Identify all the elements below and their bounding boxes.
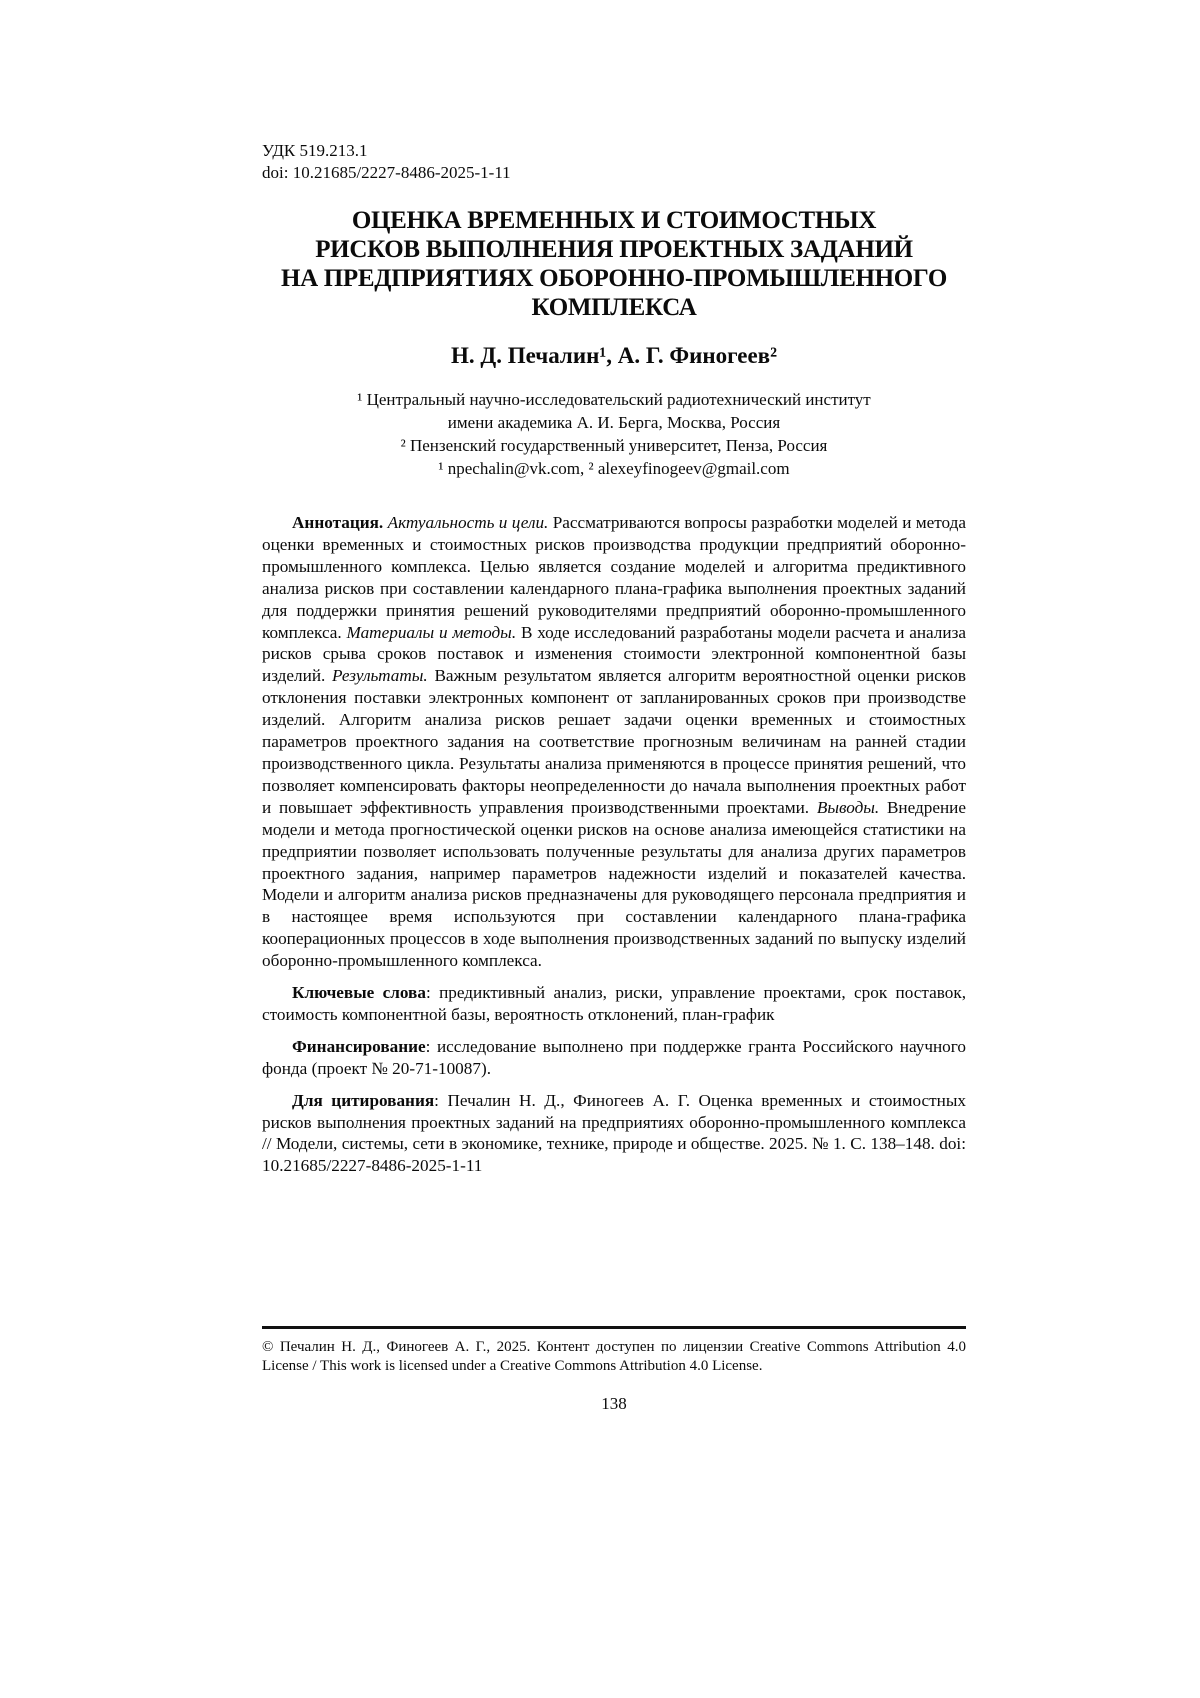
citation-text: : Печалин Н. Д., Финогеев А. Г. Оценка временных и стоимостных рисков выполнения проектных заданий на предприятиях оборонно-промышленного комплекса // Модели, системы, сети в экономике, технике, природе и обществе. 2025. № 1. С. 138–148. doi: 10.21685/2227-8486-2025-1-11 [262,1090,966,1176]
authors-emails: ¹ npechalin@vk.com, ² alexeyfinogeev@gmail.com [438,459,790,478]
front-matter-text [262,512,966,1177]
title-line: НА ПРЕДПРИЯТИЯХ ОБОРОННО-ПРОМЫШЛЕННОГО [280,265,948,292]
abstract-section-conclusions: Выводы. [816,797,887,817]
udc-line: УДК 519.213.1 [262,141,368,160]
abstract-section-relevance: Актуальность и цели. [387,513,553,532]
page-footer [262,1326,966,1414]
citation-paragraph [262,1090,966,1178]
keywords-paragraph [262,982,966,1026]
abstract-text: Рассматриваются вопросы разработки моделей и метода оценки временных и стоимостных рисков производства продукции предприятий оборонно-промышленного комплекса. Целью является создание моделей и алгоритма предиктивного анализа рисков при составлении календарного плана-графика выполнения проектных заданий для поддержки принятия решений руководителями предприятий оборонно-промышленного комплекса. [262,513,967,642]
abstract-section-results: Результаты. [332,666,435,686]
abstract-text: В ходе исследований разработаны модели расчета и анализа рисков срыва сроков поставок и изменения стоимости электронной компонентной базы изделий. [262,622,967,686]
article-first-page [262,140,966,1177]
article-title [262,206,966,322]
title-line: ОЦЕНКА ВРЕМЕННЫХ И СТОИМОСТНЫХ [351,207,877,234]
affiliations-block [262,388,966,480]
title-line: КОМПЛЕКСА [531,294,697,321]
funding-text: : исследование выполнено при поддержке гранта Российского научного фонда (проект № 20-71-10087). [262,1036,966,1078]
abstract-text: Внедрение модели и метода прогностической оценки рисков на основе анализа имеющейся статистики на предприятии позволяет использовать полученные результаты для анализа других параметров проектного задания, например параметров надежности изделий и показателей качества. Модели и алгоритм анализа рисков предназначены для руководящего персонала предприятия и в настоящее время используются при составлении календарного плана-графика кооперационных процессов в ходе выполнения производственных заданий по выпуску изделий оборонно-промышленного комплекса. [262,797,967,971]
affiliation-line: ¹ Центральный научно-исследовательский радиотехнический институт [357,390,871,409]
abstract-section-methods: Материалы и методы. [346,622,521,642]
keywords-label: Ключевые слова [292,983,426,1003]
title-line: РИСКОВ ВЫПОЛНЕНИЯ ПРОЕКТНЫХ ЗАДАНИЙ [315,236,913,263]
affiliation-line: имени академика А. И. Берга, Москва, Россия [447,413,781,432]
funding-paragraph [262,1036,966,1080]
article-meta [262,140,966,184]
copyright-notice: © Печалин Н. Д., Финогеев А. Г., 2025. Контент доступен по лицензии Creative Commons Attribution 4.0 License / This work is licensed under a Creative Commons Attribution 4.0 License. [262,1339,966,1374]
doi-line: doi: 10.21685/2227-8486-2025-1-11 [262,163,511,182]
page-number: 138 [601,1394,627,1413]
footer-divider [262,1326,966,1329]
citation-label: Для цитирования [292,1090,435,1110]
keywords-text: : предиктивный анализ, риски, управление проектами, срок поставок, стоимость компонентной базы, вероятность отклонений, план-график [262,983,966,1024]
authors-line: Н. Д. Печалин¹, А. Г. Финогеев² [451,343,777,368]
funding-label: Финансирование [292,1036,426,1056]
abstract-label: Аннотация. [292,513,388,532]
abstract-text: Важным результатом является алгоритм вероятностной оценки рисков отклонения поставки электронных компонент от запланированных сроков при производстве изделий. Алгоритм анализа рисков решает задачи оценки временных и стоимостных параметров проектного задания на соответствие прогнозным величинам на ранней стадии производственного цикла. Результаты анализа применяются в процессе принятия решений, что позволяет компенсировать факторы неопределенности до начала выполнения проектных работ и повышает эффективность управления производственными проектами. [262,666,966,817]
abstract-paragraph [262,512,966,972]
affiliation-line: ² Пензенский государственный университет, Пенза, Россия [400,436,828,455]
